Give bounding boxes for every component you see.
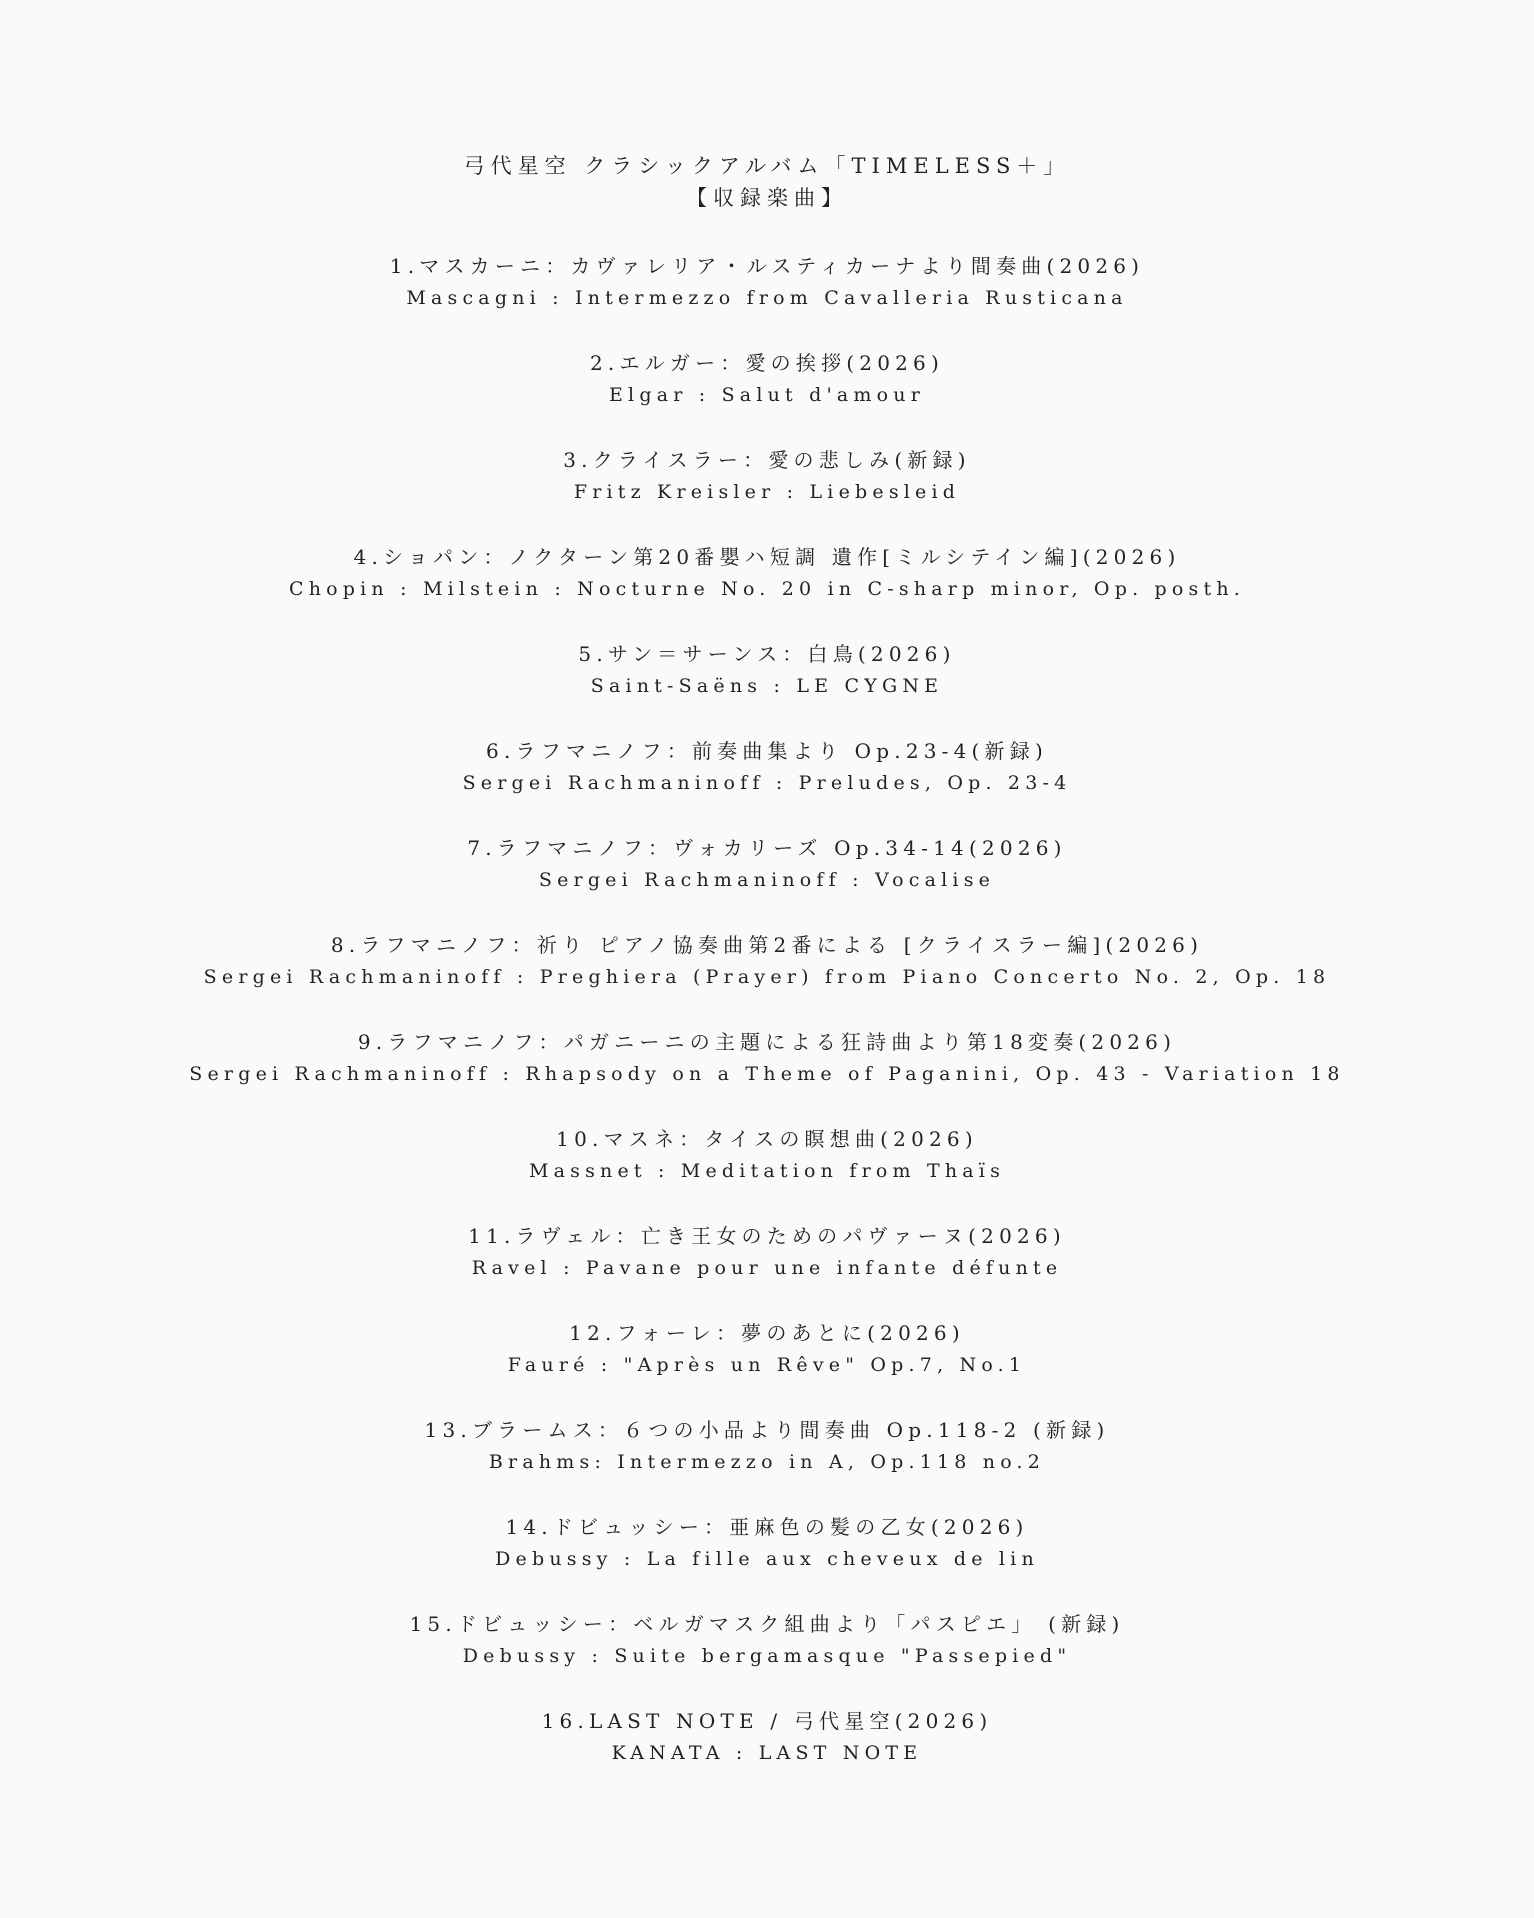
track-item-3	[0, 444, 1534, 541]
track-title-jp: 9.ラフマニノフ：パガニーニの主題による狂詩曲より第18変奏(2026)	[357, 1030, 1177, 1054]
track-item-11	[0, 1220, 1534, 1317]
track-item-1	[0, 250, 1534, 347]
track-title-en: Sergei Rachmaninoff : Rhapsody on a Theme of Paganini, Op. 43 - Variation 18	[189, 1063, 1345, 1085]
track-item-10	[0, 1123, 1534, 1220]
track-title-en: Debussy : La fille aux cheveux de lin	[495, 1548, 1039, 1570]
track-item-6	[0, 735, 1534, 832]
tracklist-heading: 【収録楽曲】	[686, 186, 848, 210]
track-title-en: Debussy : Suite bergamasque "Passepied"	[462, 1645, 1072, 1667]
track-title-en: Fauré : "Après un Rêve" Op.7, No.1	[507, 1354, 1027, 1376]
track-title-jp: 6.ラフマニノフ：前奏曲集より Op.23-4(新録)	[486, 739, 1048, 763]
track-title-jp: 14.ドビュッシー：亜麻色の髪の乙女(2026)	[505, 1515, 1029, 1539]
track-title-en: Sergei Rachmaninoff : Vocalise	[538, 869, 996, 891]
track-title-en: Ravel : Pavane pour une infante défunte	[471, 1257, 1063, 1279]
track-item-9	[0, 1026, 1534, 1123]
track-title-en: Brahms: Intermezzo in A, Op.118 no.2	[488, 1451, 1046, 1473]
track-item-12	[0, 1317, 1534, 1414]
track-title-jp: 7.ラフマニノフ：ヴォカリーズ Op.34-14(2026)	[467, 836, 1067, 860]
track-item-7	[0, 832, 1534, 929]
track-title-en: KANATA : LAST NOTE	[611, 1742, 923, 1764]
track-item-2	[0, 347, 1534, 444]
track-title-en: Chopin : Milstein : Nocturne No. 20 in C-sharp minor, Op. posth.	[288, 578, 1246, 600]
track-title-en: Fritz Kreisler : Liebesleid	[573, 481, 961, 503]
track-title-jp: 16.LAST NOTE / 弓代星空(2026)	[541, 1709, 993, 1733]
track-item-13	[0, 1414, 1534, 1511]
track-title-jp: 15.ドビュッシー：ベルガマスク組曲より「パスピエ」 (新録)	[409, 1612, 1125, 1636]
track-title-en: Saint-Saëns : LE CYGNE	[590, 675, 944, 697]
track-item-15	[0, 1608, 1534, 1705]
track-title-en: Elgar : Salut d'amour	[608, 384, 926, 406]
track-title-en: Mascagni : Intermezzo from Cavalleria Rusticana	[406, 287, 1128, 309]
track-title-jp: 2.エルガー：愛の挨拶(2026)	[590, 351, 944, 375]
track-item-16	[0, 1705, 1534, 1802]
track-title-jp: 13.ブラームス：６つの小品より間奏曲 Op.118-2 (新録)	[424, 1418, 1110, 1442]
track-title-jp: 5.サン＝サーンス：白鳥(2026)	[578, 642, 956, 666]
track-title-jp: 10.マスネ：タイスの瞑想曲(2026)	[556, 1127, 978, 1151]
track-title-en: Massnet : Meditation from Thaïs	[528, 1160, 1006, 1182]
track-title-en: Sergei Rachmaninoff : Preghiera (Prayer) from Piano Concerto No. 2, Op. 18	[203, 966, 1331, 988]
track-title-jp: 4.ショパン：ノクターン第20番嬰ハ短調 遺作[ミルシテイン編](2026)	[353, 545, 1181, 569]
album-header	[0, 150, 1534, 214]
track-item-8	[0, 929, 1534, 1026]
track-title-jp: 1.マスカーニ：カヴァレリア・ルスティカーナより間奏曲(2026)	[389, 254, 1145, 278]
track-title-jp: 3.クライスラー：愛の悲しみ(新録)	[563, 448, 971, 472]
album-title: 弓代星空 クラシックアルバム「TIMELESS＋」	[463, 154, 1071, 178]
track-item-4	[0, 541, 1534, 638]
track-item-5	[0, 638, 1534, 735]
track-title-jp: 11.ラヴェル：亡き王女のためのパヴァーヌ(2026)	[468, 1224, 1066, 1248]
track-title-en: Sergei Rachmaninoff : Preludes, Op. 23-4	[462, 772, 1072, 794]
track-list	[0, 250, 1534, 1802]
track-item-14	[0, 1511, 1534, 1608]
track-title-jp: 12.フォーレ：夢のあとに(2026)	[569, 1321, 965, 1345]
track-title-jp: 8.ラフマニノフ：祈り ピアノ協奏曲第2番による [クライスラー編](2026)	[330, 933, 1204, 957]
